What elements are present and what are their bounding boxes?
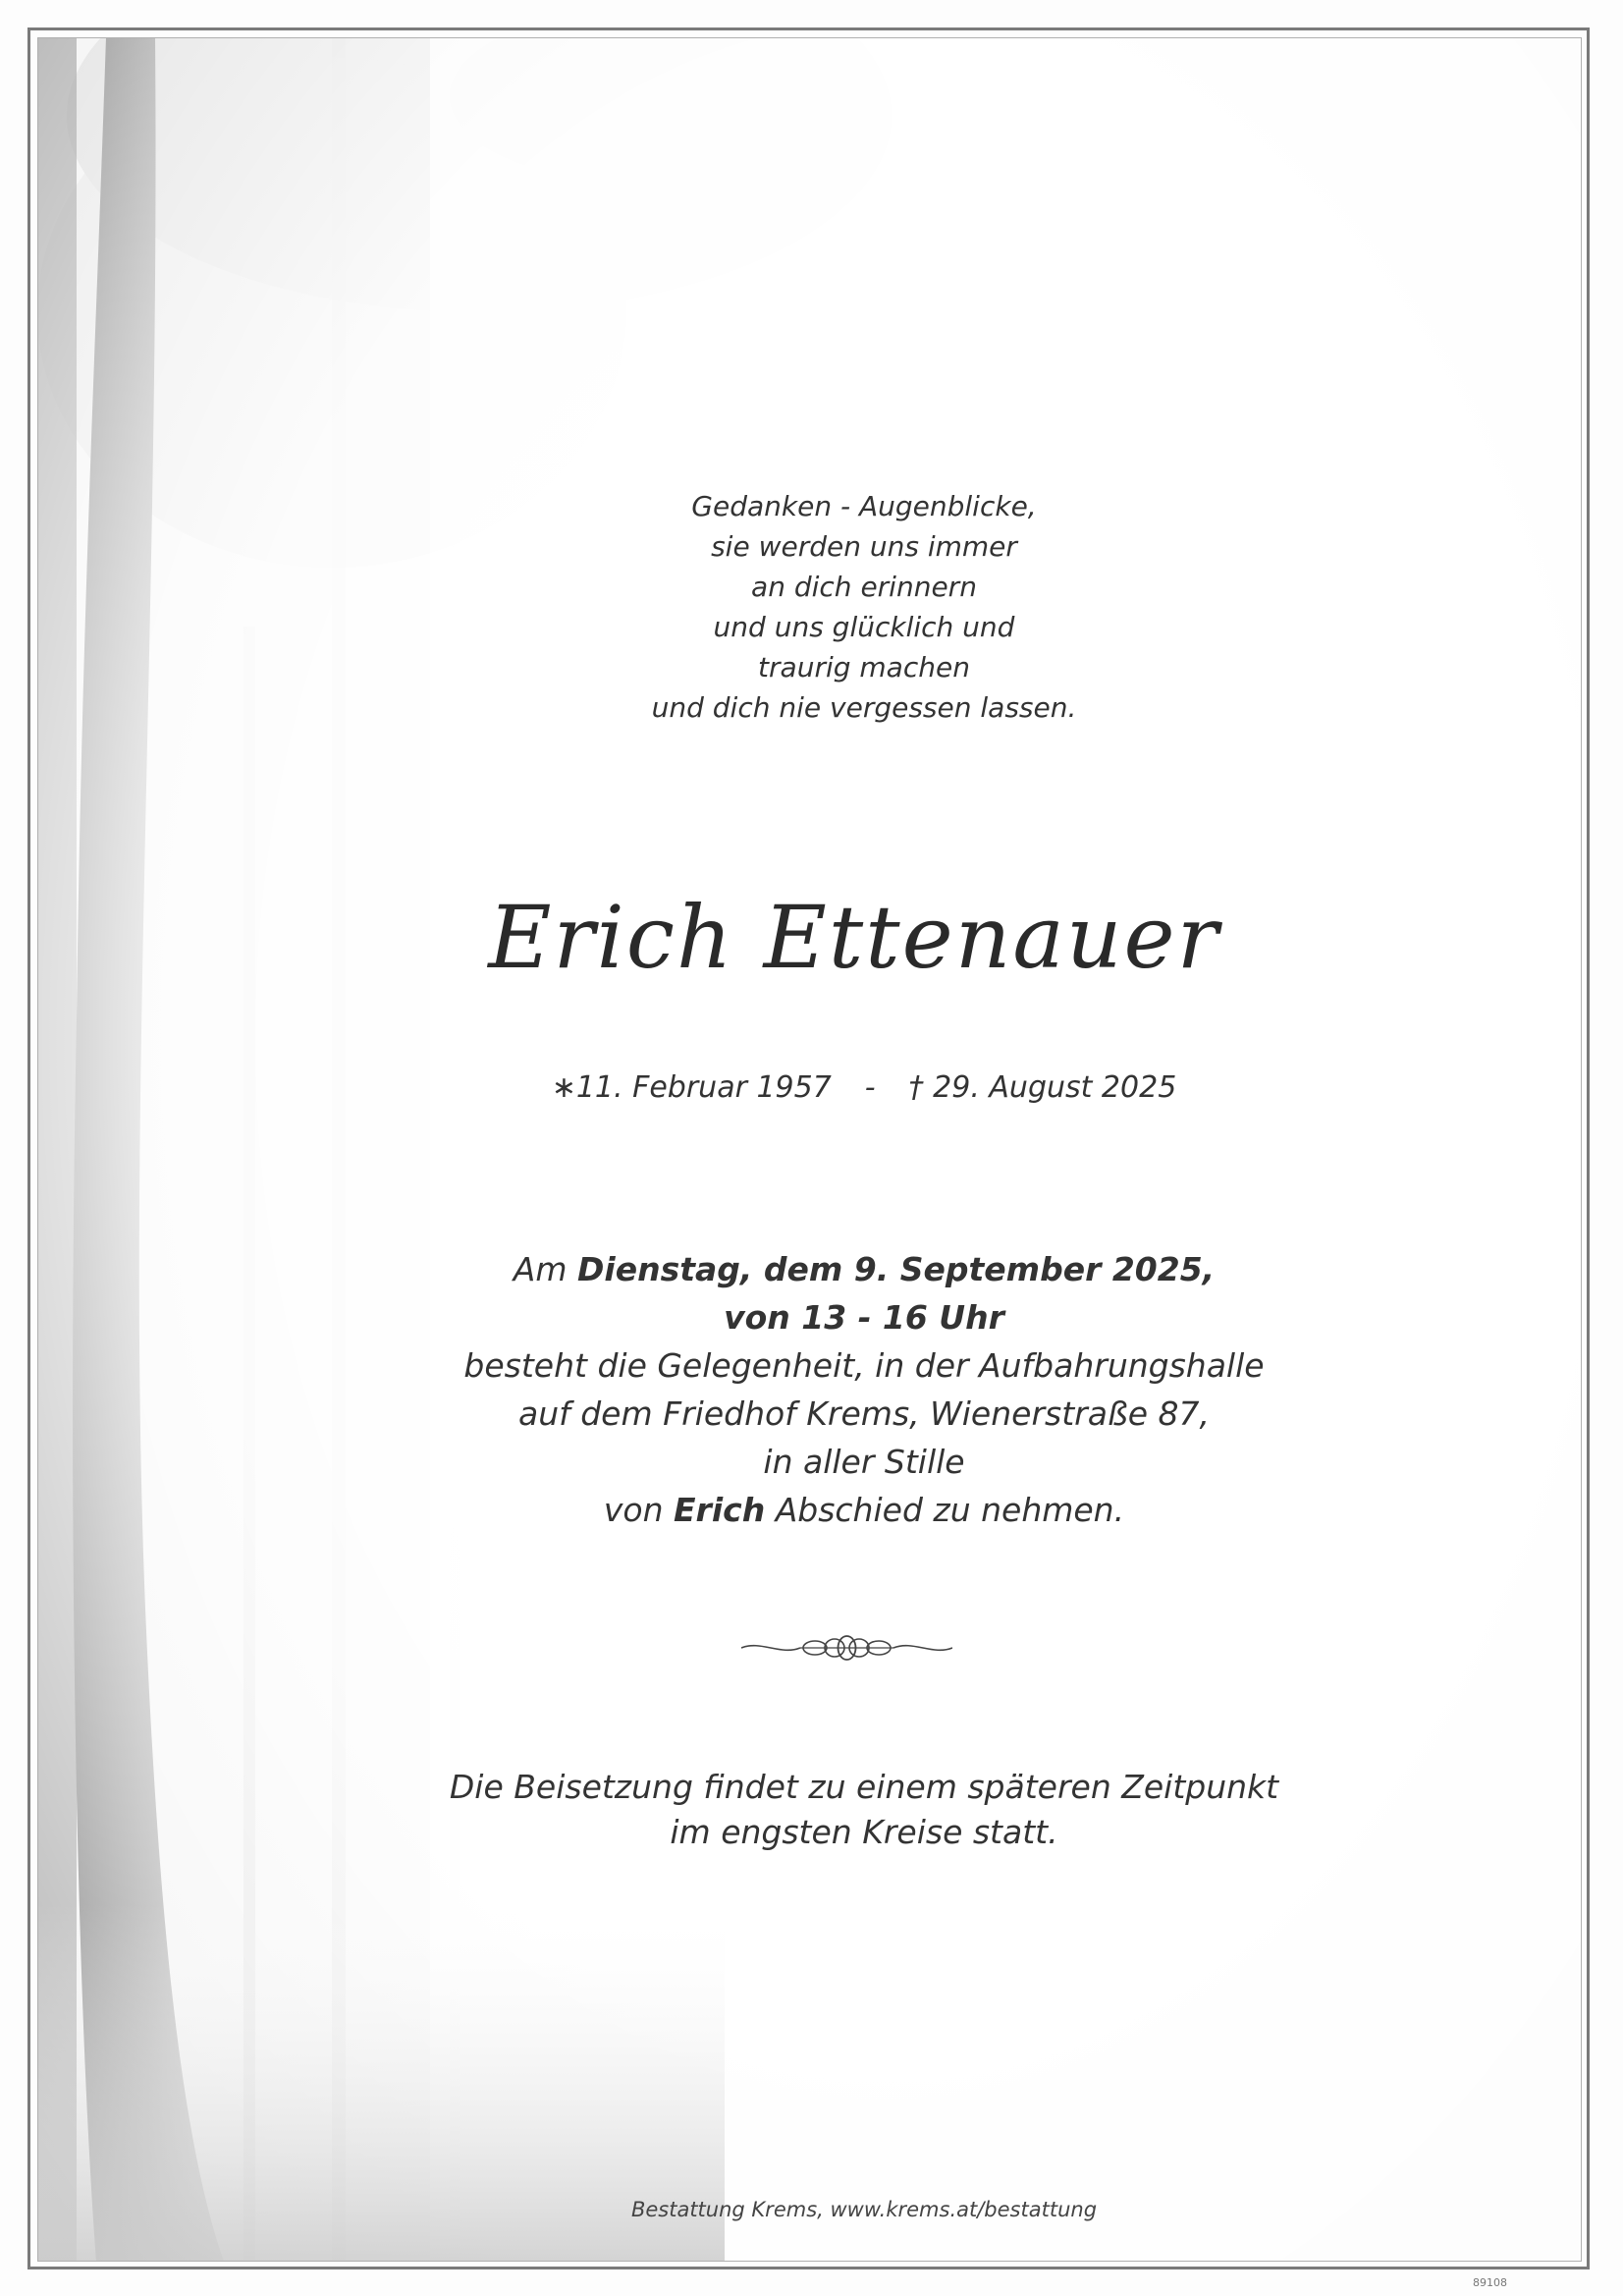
death-date: † 29. August 2025 — [908, 1070, 1177, 1105]
burial-line: Die Beisetzung findet zu einem späteren Zeitpunkt — [449, 1768, 1279, 1806]
service-prefix: Am — [513, 1250, 577, 1288]
farewell-prefix: von — [603, 1491, 675, 1529]
deceased-name: Erich Ettenauer — [488, 887, 1220, 988]
life-dates — [530, 1068, 1198, 1108]
poem-line: an dich erinnern — [751, 571, 977, 603]
service-date: Dienstag, dem 9. September 2025, — [576, 1250, 1216, 1288]
poem-line: sie werden uns immer — [711, 530, 1017, 563]
print-code: 89108 — [1473, 2276, 1507, 2289]
poem-line: traurig machen — [758, 651, 970, 683]
service-date-line — [373, 1245, 1355, 1293]
service-line: besteht die Gelegenheit, in der Aufbahrungshalle — [463, 1346, 1265, 1385]
service-farewell-line — [373, 1486, 1355, 1534]
service-location: auf dem Friedhof Krems, Wienerstraße 87, — [517, 1394, 1210, 1433]
memorial-poem — [491, 486, 1237, 728]
burial-line: im engsten Kreise statt. — [670, 1813, 1058, 1851]
birth-date: ∗11. Februar 1957 — [551, 1070, 832, 1105]
funeral-home-credit: Bestattung Krems, www.krems.at/bestattung — [630, 2198, 1098, 2221]
poem-line: und uns glücklich und — [713, 611, 1015, 643]
farewell-suffix: Abschied zu nehmen. — [765, 1491, 1125, 1529]
service-time-line — [373, 1293, 1355, 1341]
service-time: von 13 - 16 Uhr — [724, 1298, 1004, 1337]
burial-notice — [373, 1765, 1355, 1855]
poem-line: und dich nie vergessen lassen. — [651, 691, 1077, 724]
poem-line: Gedanken - Augenblicke, — [691, 490, 1037, 522]
farewell-name: Erich — [674, 1491, 766, 1529]
ornament-divider-icon — [741, 1630, 952, 1666]
service-line: in aller Stille — [763, 1443, 965, 1481]
date-separator: - — [864, 1070, 876, 1105]
viewing-announcement — [373, 1245, 1355, 1534]
